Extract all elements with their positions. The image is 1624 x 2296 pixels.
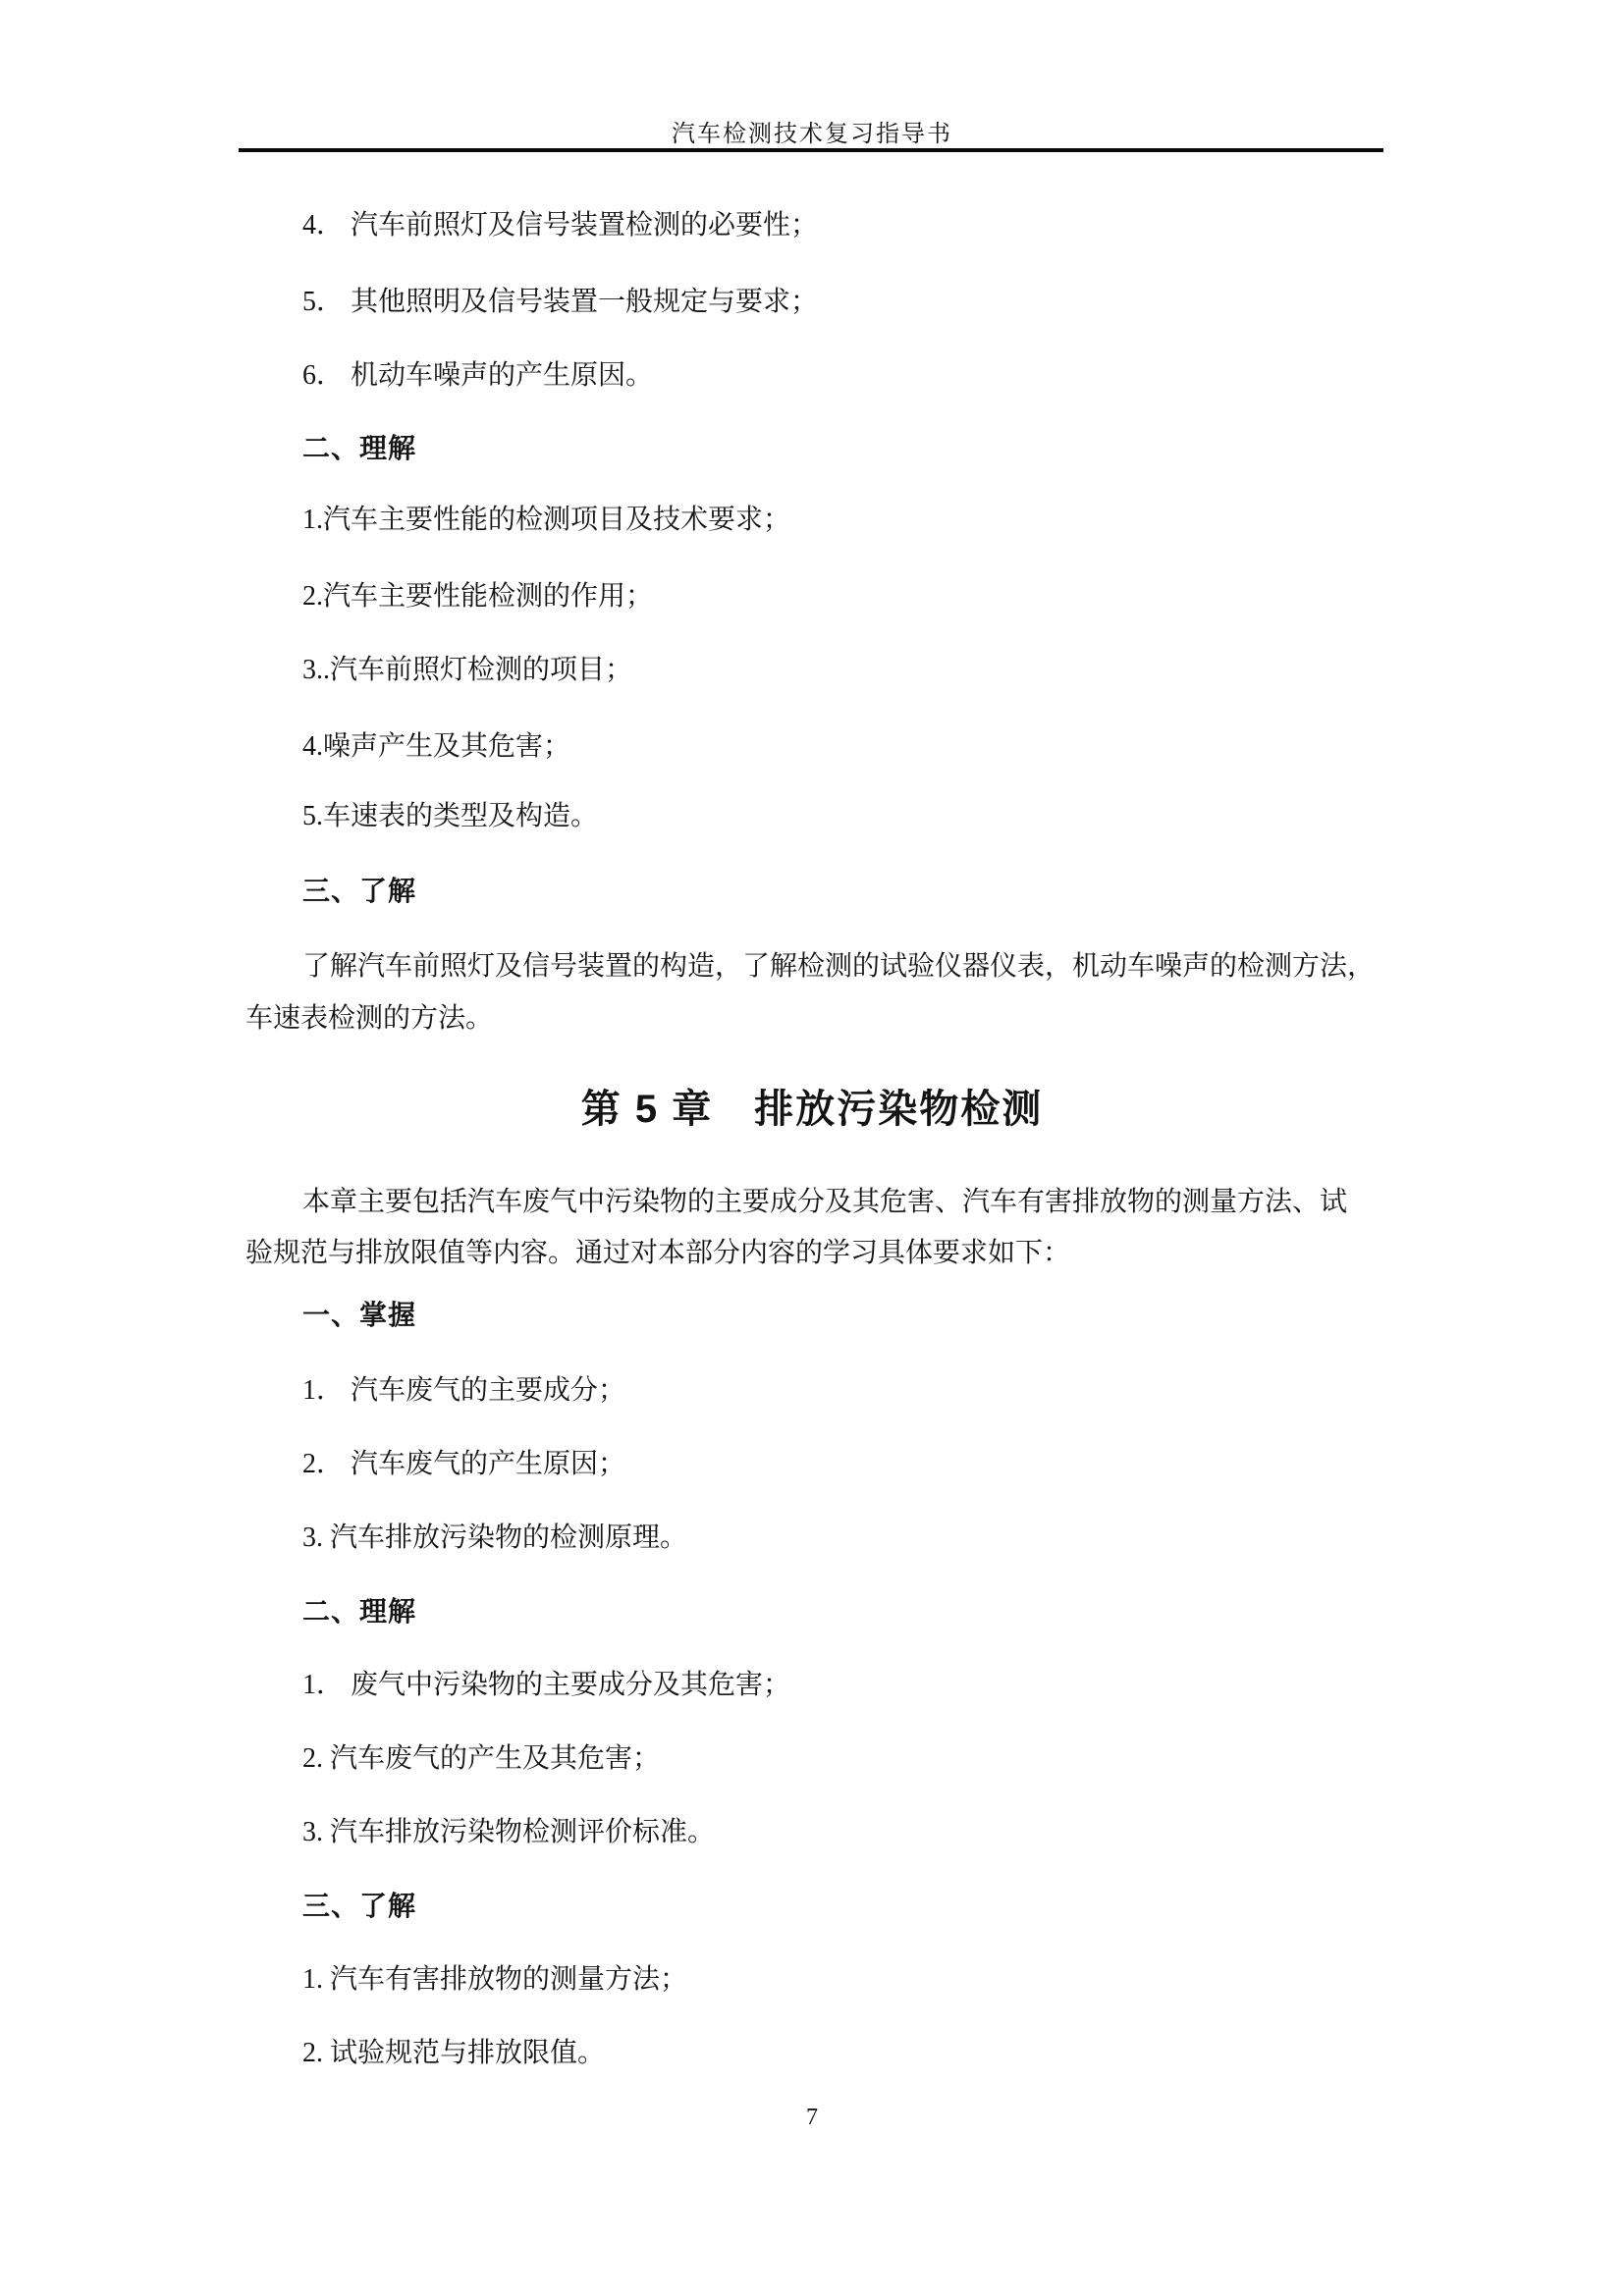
paragraph-line: 了解汽车前照灯及信号装置的构造，了解检测的试验仪器仪表，机动车噪声的检测方法， <box>302 951 1376 982</box>
section-heading-know: 三、了解 <box>302 876 417 906</box>
list-item: 2． 汽车废气的产生原因； <box>302 1449 626 1479</box>
list-item: 5． 其他照明及信号装置一般规定与要求； <box>302 287 819 317</box>
section-heading-understand: 二、理解 <box>302 433 417 463</box>
list-item: 4.噪声产生及其危害； <box>302 731 571 762</box>
list-item: 2.汽车主要性能检测的作用； <box>302 581 654 612</box>
section-heading-understand: 二、理解 <box>302 1596 417 1627</box>
section-heading-master: 一、掌握 <box>302 1300 417 1330</box>
paragraph-line: 验规范与排放限值等内容。通过对本部分内容的学习具体要求如下： <box>245 1238 1071 1268</box>
list-item: 5.车速表的类型及构造。 <box>302 801 599 831</box>
list-item: 4． 汽车前照灯及信号装置检测的必要性； <box>302 210 819 240</box>
section-heading-know: 三、了解 <box>302 1891 417 1921</box>
list-item: 1. 汽车有害排放物的测量方法； <box>302 1964 688 1995</box>
list-item: 3. 汽车排放污染物检测评价标准。 <box>302 1817 716 1847</box>
list-item: 1． 汽车废气的主要成分； <box>302 1375 626 1406</box>
paragraph-line: 车速表检测的方法。 <box>245 1003 494 1034</box>
chapter-title: 第 5 章 排放污染物检测 <box>580 1088 1044 1131</box>
header-rule <box>239 148 1383 152</box>
page-header-title: 汽车检测技术复习指导书 <box>672 122 952 147</box>
list-item: 2. 汽车废气的产生及其危害； <box>302 1743 661 1774</box>
list-item: 3..汽车前照灯检测的项目； <box>302 655 633 685</box>
page-number: 7 <box>806 2105 818 2130</box>
list-item: 6． 机动车噪声的产生原因。 <box>302 360 654 391</box>
list-item: 1． 废气中污染物的主要成分及其危害； <box>302 1670 791 1700</box>
paragraph-line: 本章主要包括汽车废气中污染物的主要成分及其危害、汽车有害排放物的测量方法、试 <box>302 1187 1348 1217</box>
list-item: 1.汽车主要性能的检测项目及技术要求； <box>302 505 791 535</box>
list-item: 2. 试验规范与排放限值。 <box>302 2038 606 2068</box>
list-item: 3. 汽车排放污染物的检测原理。 <box>302 1522 688 1553</box>
